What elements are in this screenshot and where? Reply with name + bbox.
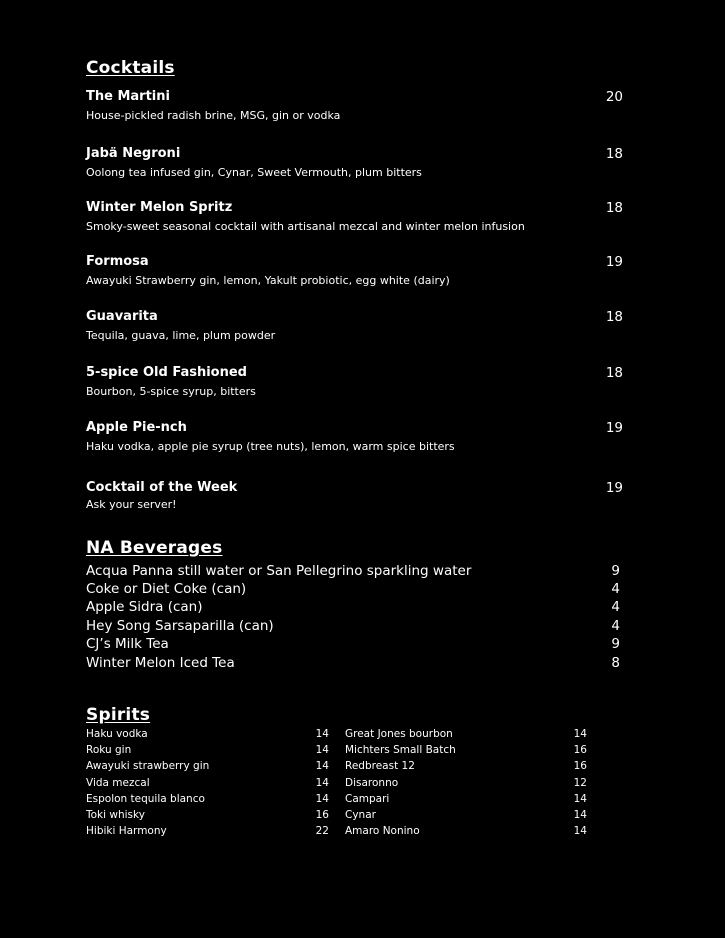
cocktail-name: Winter Melon Spritz (86, 200, 233, 215)
spirit-price: 14 (573, 728, 587, 740)
na-beverage-name: Coke or Diet Coke (can) (86, 581, 247, 597)
cocktail-price: 18 (605, 146, 623, 162)
cocktail-description: Oolong tea infused gin, Cynar, Sweet Vermouth, plum bitters (86, 166, 422, 179)
na-beverage-price: 9 (611, 563, 620, 579)
na-beverages-heading: NA Beverages (86, 538, 223, 558)
spirit-name: Haku vodka (86, 728, 148, 740)
spirit-name: Redbreast 12 (345, 760, 415, 772)
spirit-name: Espolon tequila blanco (86, 793, 205, 805)
spirit-price: 14 (315, 728, 329, 740)
spirit-price: 14 (315, 744, 329, 756)
cocktail-price: 19 (605, 420, 623, 436)
cocktail-description: Ask your server! (86, 498, 177, 511)
na-beverage-name: Apple Sidra (can) (86, 599, 203, 615)
na-beverage-price: 4 (611, 599, 620, 615)
cocktail-name: The Martini (86, 89, 170, 104)
na-beverage-name: CJ’s Milk Tea (86, 636, 169, 652)
cocktail-price: 18 (605, 365, 623, 381)
spirit-price: 14 (573, 793, 587, 805)
cocktail-name: 5-spice Old Fashioned (86, 365, 247, 380)
cocktails-heading: Cocktails (86, 58, 175, 78)
na-beverage-name: Acqua Panna still water or San Pellegrino sparkling water (86, 563, 472, 579)
spirit-name: Awayuki strawberry gin (86, 760, 210, 772)
cocktail-name: Apple Pie-nch (86, 420, 187, 435)
cocktail-price: 19 (605, 480, 623, 496)
cocktail-price: 19 (605, 254, 623, 270)
spirit-name: Great Jones bourbon (345, 728, 453, 740)
spirit-name: Disaronno (345, 777, 399, 789)
na-beverage-price: 9 (611, 636, 620, 652)
spirit-price: 14 (315, 760, 329, 772)
cocktail-description: Bourbon, 5-spice syrup, bitters (86, 385, 256, 398)
spirit-name: Cynar (345, 809, 376, 821)
na-beverage-price: 8 (611, 655, 620, 671)
cocktail-description: Smoky-sweet seasonal cocktail with artisanal mezcal and winter melon infusion (86, 220, 525, 233)
spirit-price: 16 (573, 744, 587, 756)
spirit-price: 14 (315, 793, 329, 805)
cocktail-name: Cocktail of the Week (86, 480, 238, 495)
spirit-name: Hibiki Harmony (86, 825, 167, 837)
spirit-price: 14 (573, 809, 587, 821)
cocktail-price: 20 (605, 89, 623, 105)
cocktail-name: Guavarita (86, 309, 158, 324)
spirit-price: 14 (573, 825, 587, 837)
na-beverage-name: Hey Song Sarsaparilla (can) (86, 618, 274, 634)
spirit-price: 14 (315, 777, 329, 789)
cocktail-description: Awayuki Strawberry gin, lemon, Yakult probiotic, egg white (dairy) (86, 274, 450, 287)
spirit-name: Amaro Nonino (345, 825, 420, 837)
cocktail-description: House-pickled radish brine, MSG, gin or vodka (86, 109, 341, 122)
spirit-name: Roku gin (86, 744, 132, 756)
cocktail-description: Haku vodka, apple pie syrup (tree nuts), lemon, warm spice bitters (86, 440, 455, 453)
cocktail-name: Formosa (86, 254, 149, 269)
cocktail-description: Tequila, guava, lime, plum powder (86, 329, 276, 342)
spirit-name: Toki whisky (86, 809, 145, 821)
spirits-heading: Spirits (86, 705, 151, 725)
cocktail-price: 18 (605, 309, 623, 325)
spirit-name: Vida mezcal (86, 777, 150, 789)
na-beverage-price: 4 (611, 581, 620, 597)
spirit-price: 16 (315, 809, 329, 821)
cocktail-price: 18 (605, 200, 623, 216)
spirit-price: 22 (315, 825, 329, 837)
na-beverage-price: 4 (611, 618, 620, 634)
na-beverage-name: Winter Melon Iced Tea (86, 655, 235, 671)
spirit-name: Michters Small Batch (345, 744, 456, 756)
cocktail-name: Jabä Negroni (86, 146, 181, 161)
spirit-price: 12 (573, 777, 587, 789)
spirit-price: 16 (573, 760, 587, 772)
spirit-name: Campari (345, 793, 390, 805)
